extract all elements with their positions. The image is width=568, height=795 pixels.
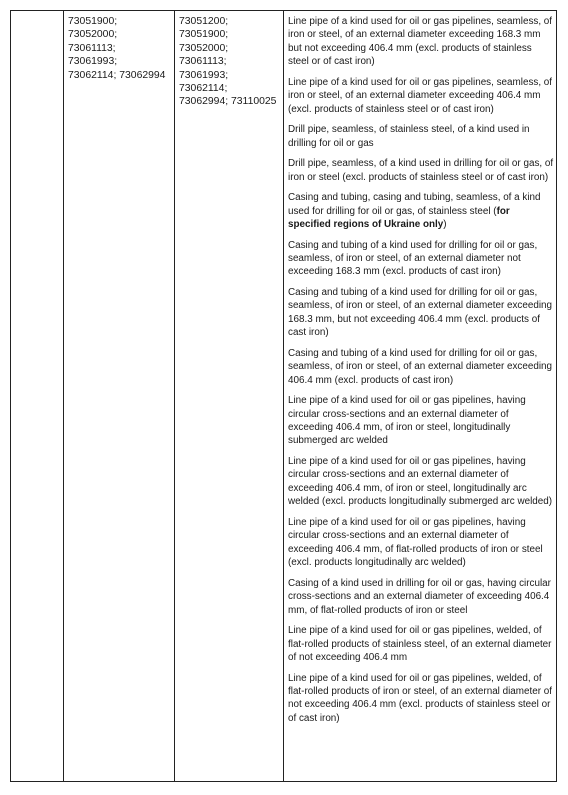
cn-codes-column-2 xyxy=(179,15,285,109)
cn-code: 73061993; xyxy=(179,69,229,81)
description-text: Line pipe of a kind used for oil or gas pipelines, having circular cross-sections and an external diameter of exceeding 406.4 mm, of iron or steel, longitudinally arc welded (excl. products longitudinally submerged arc welded) xyxy=(288,456,553,508)
product-description xyxy=(288,191,554,231)
product-description xyxy=(288,455,554,509)
description-text: Drill pipe, seamless, of stainless steel, of a kind used in drilling for oil or gas xyxy=(288,124,530,149)
description-text: Casing and tubing of a kind used for drilling for oil or gas, seamless, of iron or steel, of an external diameter not exceeding 168.3 mm (excl. products of cast iron) xyxy=(288,239,538,278)
product-description-column xyxy=(288,15,554,732)
cn-code: 73062114; xyxy=(179,83,228,95)
description-text: Casing and tubing of a kind used for drilling for oil or gas, seamless, of iron or steel, of an external diameter exceeding 406.4 mm (excl. products of cast iron) xyxy=(288,347,553,386)
cn-code: 73062114; 73062994 xyxy=(68,69,166,81)
cn-code: 73061993; xyxy=(68,56,118,68)
column-divider xyxy=(283,11,284,781)
product-description xyxy=(288,76,554,116)
description-text: Line pipe of a kind used for oil or gas pipelines, seamless, of iron or steel, of an external diameter exceeding 406.4 mm (excl. products of stainless steel or of cast iron) xyxy=(288,76,553,115)
description-text: Line pipe of a kind used for oil or gas pipelines, having circular cross-sections and an external diameter of exceeding 406.4 mm, of flat-rolled products of iron or steel (excl. products longitudinally arc welded) xyxy=(288,516,543,569)
cn-codes-column-1 xyxy=(68,15,176,82)
product-description xyxy=(288,157,554,184)
description-text: Drill pipe, seamless, of a kind used in drilling for oil or gas, of iron or steel (excl. products of stainless steel or of cast iron) xyxy=(288,158,554,183)
description-text-tail: ) xyxy=(443,219,447,231)
product-description xyxy=(288,123,554,150)
description-text: Line pipe of a kind used for oil or gas pipelines, having circular cross-sections and an external diameter of exceeding 406.4 mm, of iron or steel, longitudinally submerged arc welded xyxy=(288,395,526,447)
description-text: Line pipe of a kind used for oil or gas pipelines, seamless, of iron or steel, of an external diameter exceeding 168.3 mm but not exceeding 406.4 mm (excl. products of stainless steel or of cast iron) xyxy=(288,16,553,68)
product-description xyxy=(288,286,554,340)
product-description xyxy=(288,394,554,448)
cn-code: 73062994; 73110025 xyxy=(179,96,277,108)
cn-code: 73052000; xyxy=(179,42,229,54)
tariff-table xyxy=(10,10,557,782)
product-description xyxy=(288,15,554,69)
product-description xyxy=(288,239,554,279)
product-description xyxy=(288,516,554,570)
cn-code: 73061113; xyxy=(68,42,116,54)
description-text: Line pipe of a kind used for oil or gas pipelines, welded, of flat-rolled products of stainless steel, of an external diameter of not exceeding 406.4 mm xyxy=(288,625,552,663)
cn-code: 73061113; xyxy=(179,56,227,68)
cn-code: 73051900; xyxy=(68,16,118,27)
cn-code: 73052000; xyxy=(68,29,118,41)
description-text: Casing and tubing of a kind used for drilling for oil or gas, seamless, of iron or steel, of an external diameter exceeding 168.3 mm, but not exceeding 406.4 mm (excl. products of cast iron) xyxy=(288,287,553,339)
product-description xyxy=(288,577,554,617)
region-restriction-note: for specified regions of Ukraine only xyxy=(288,205,510,231)
cn-code: 73051200; xyxy=(179,16,229,27)
description-text: Line pipe of a kind used for oil or gas pipelines, welded, of flat-rolled products of iron or steel, of an external diameter of not exceeding 406.4 mm (excl. products of stainless steel or of cast iron) xyxy=(288,672,553,724)
cn-code: 73051900; xyxy=(179,29,229,41)
product-description xyxy=(288,624,554,664)
description-text: Casing of a kind used in drilling for oil or gas, having circular cross-sections and an external diameter of exceeding 406.4 mm, of flat-rolled products of iron or steel xyxy=(288,577,551,616)
product-description xyxy=(288,347,554,387)
column-divider xyxy=(63,11,64,781)
product-description xyxy=(288,672,554,726)
column-divider xyxy=(174,11,175,781)
description-text: Casing and tubing, casing and tubing, seamless, of a kind used for drilling for oil or gas, of stainless steel ( xyxy=(288,192,541,217)
